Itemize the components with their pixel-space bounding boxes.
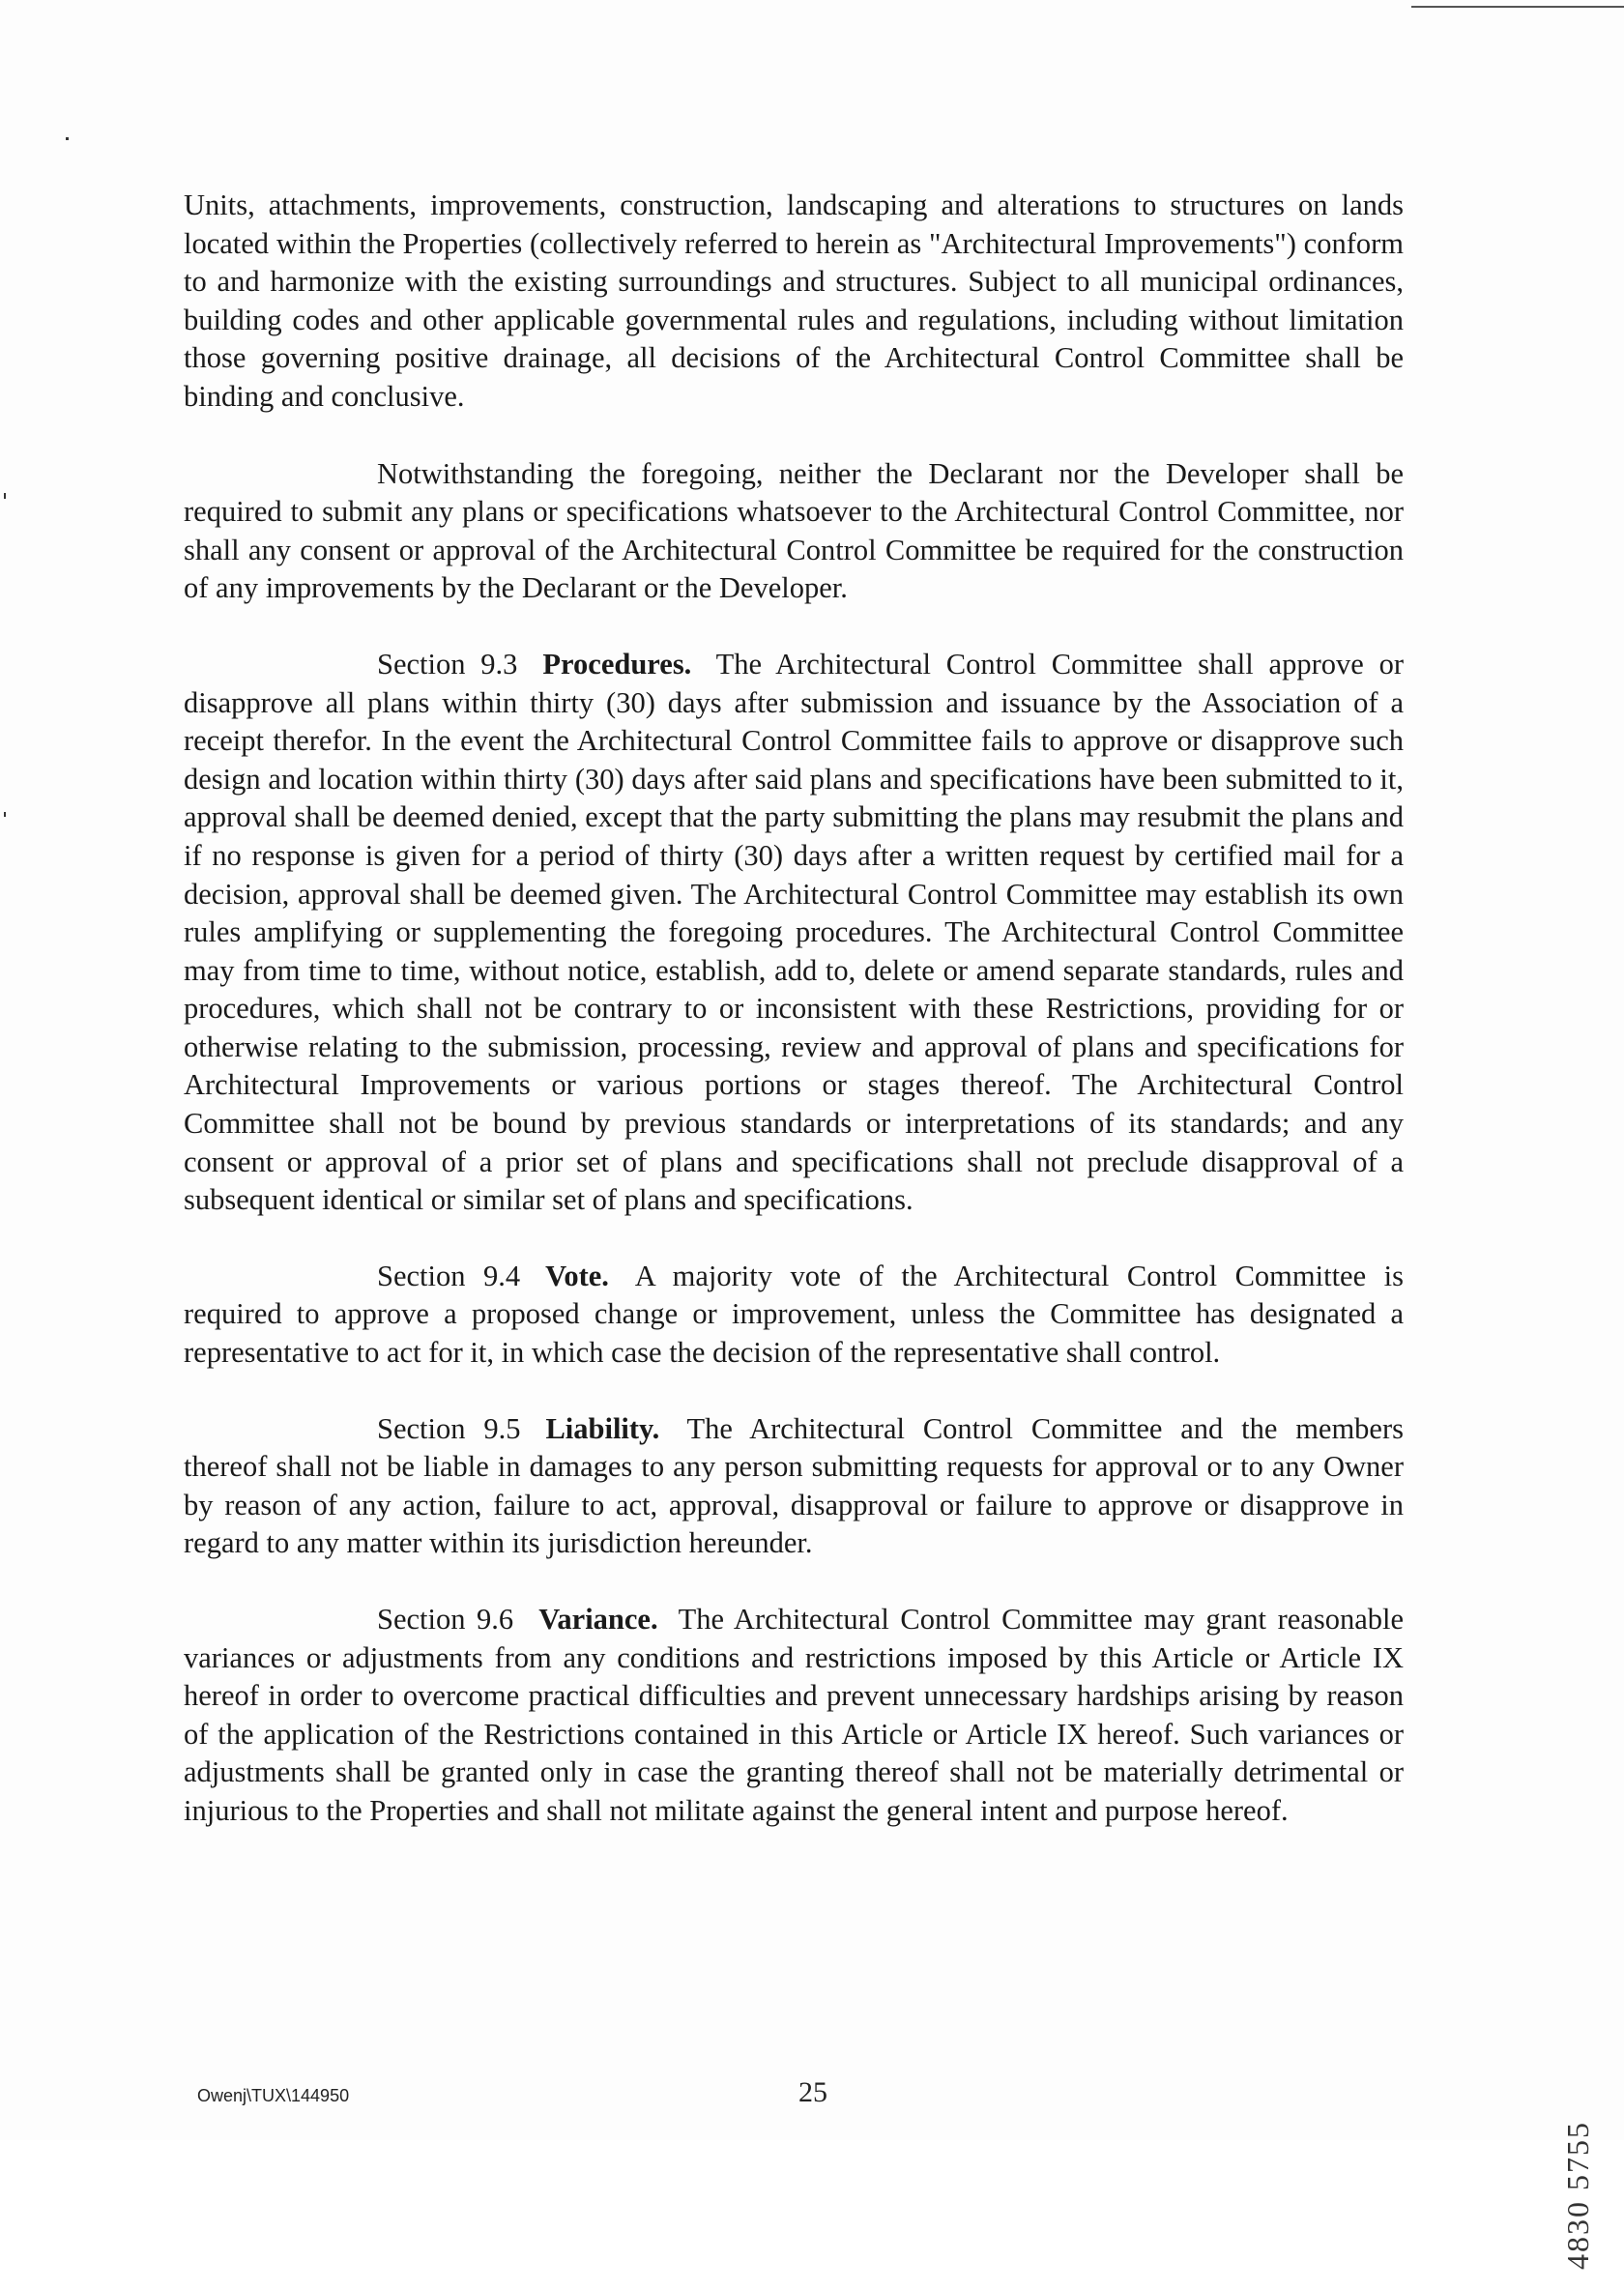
margin-recording-stamp xyxy=(1554,1535,1593,2289)
section-9-6 xyxy=(184,1601,1404,1831)
section-title: Variance. xyxy=(538,1603,658,1636)
section-number: Section 9.4 xyxy=(377,1259,521,1292)
section-9-3 xyxy=(184,646,1404,1220)
section-title: Liability. xyxy=(545,1411,660,1445)
scan-speck xyxy=(4,812,6,817)
paragraph-notwithstanding: Notwithstanding the foregoing, neither the Declarant nor the Developer shall be required to submit any plans or specifications whatsoever to the Architectural Control Committee, nor shall any consent or approval of the Architectural Control Committee be required for the construction of any improvements by the Declarant or the Developer. xyxy=(184,456,1404,605)
section-9-4 xyxy=(184,1258,1404,1373)
section-text: A majority vote of the Architectural Control Committee is required to approve a proposed change or improvement, unless the Committee has designated a representative to act for it, in which case the decision of the representative shall control. xyxy=(184,1259,1404,1370)
page-number: 25 xyxy=(798,2076,827,2108)
footer-document-id: Owenj\TUX\144950 xyxy=(197,2086,350,2105)
section-number: Section 9.5 xyxy=(377,1411,521,1445)
section-text: The Architectural Control Committee may grant reasonable variances or adjustments from any conditions and restrictions imposed by this Article or Article IX hereof in order to overcome practical difficulties and prevent unnecessary hardships arising by reason of the application of the Restrictions contained in this Article or Article IX hereof. Such variances or adjustments shall be granted only in case the granting thereof shall not be materially detrimental or injurious to the Properties and shall not militate against the general intent and purpose hereof. xyxy=(184,1603,1404,1827)
scan-speck xyxy=(4,493,6,499)
scan-speck xyxy=(66,137,69,140)
section-title: Procedures. xyxy=(542,647,692,681)
top-edge-rule xyxy=(1411,6,1624,8)
section-number: Section 9.3 xyxy=(377,647,518,681)
section-9-5 xyxy=(184,1410,1404,1563)
document-body xyxy=(184,187,1404,1869)
section-text: The Architectural Control Committee and the members thereof shall not be liable in damages to any person submitting requests for approval or to any Owner by reason of any action, failure to act, approval, disapproval or failure to approve or disapprove in regard to any matter within its jurisdiction hereunder. xyxy=(184,1411,1404,1560)
margin-stamp-text: 4830 5755 xyxy=(1560,2121,1595,2270)
section-number: Section 9.6 xyxy=(377,1603,514,1636)
paragraph-continuation: Units, attachments, improvements, construction, landscaping and alterations to structures on lands located within the Properties (collectively referred to herein as "Architectural Improvements") conform to and harmonize with the existing surroundings and structures. Subject to all municipal ordinances, building codes and other applicable governmental rules and regulations, including without limitation those governing positive drainage, all decisions of the Architectural Control Committee shall be binding and conclusive. xyxy=(184,188,1404,413)
section-title: Vote. xyxy=(545,1259,609,1292)
section-text: The Architectural Control Committee shall approve or disapprove all plans within thirty (30) days after submission and issuance by the Association of a receipt therefor. In the event the Architectural Control Committee fails to approve or disapprove such design and location within thirty (30) days after said plans and specifications have been submitted to it, approval shall be deemed denied, except that the party submitting the plans may resubmit the plans and if no response is given for a period of thirty (30) days after a written request by certified mail for a decision, approval shall be deemed given. The Architectural Control Committee may establish its own rules amplifying or supplementing the foregoing procedures. The Architectural Control Committee may from time to time, without notice, establish, add to, delete or amend separate standards, rules and procedures, which shall not be contrary to or inconsistent with these Restrictions, providing for or otherwise relating to the submission, processing, review and approval of plans and specifications for Architectural Improvements or various portions or stages thereof. The Architectural Control Committee shall not be bound by previous standards or interpretations of its standards; and any consent or approval of a prior set of plans and specifications shall not preclude disapproval of a subsequent identical or similar set of plans and specifications. xyxy=(184,647,1404,1217)
